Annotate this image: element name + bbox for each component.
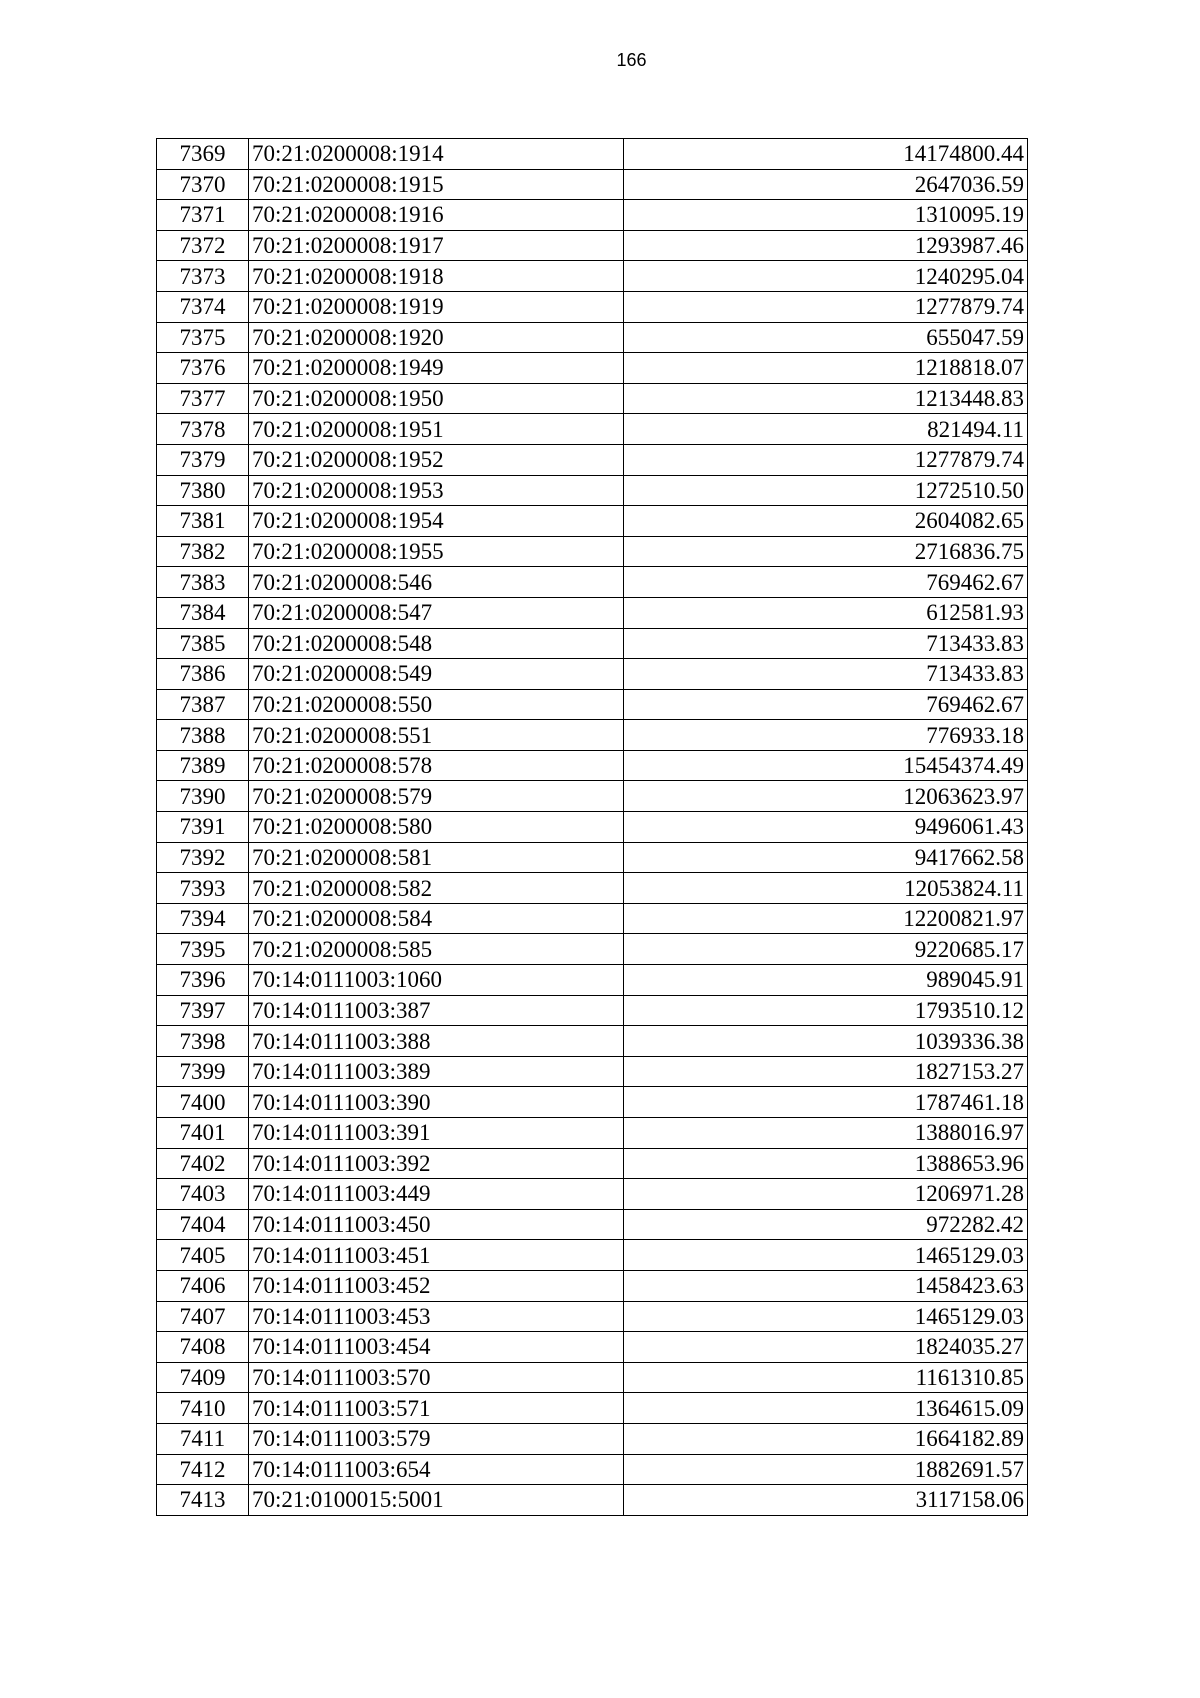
cadastral-value-cell: 776933.18: [624, 720, 1028, 751]
cadastral-value-cell: 1277879.74: [624, 444, 1028, 475]
row-number-cell: 7395: [157, 934, 249, 965]
row-number-cell: 7373: [157, 261, 249, 292]
table-row: [157, 934, 1028, 965]
table-row: [157, 781, 1028, 812]
table-row: [157, 1362, 1028, 1393]
table-row: [157, 322, 1028, 353]
row-number-cell: 7404: [157, 1209, 249, 1240]
row-number-cell: 7409: [157, 1362, 249, 1393]
cadastral-number-cell: 70:21:0200008:585: [249, 934, 624, 965]
cadastral-number-cell: 70:21:0200008:1954: [249, 506, 624, 537]
table-row: [157, 200, 1028, 231]
table-row: [157, 1454, 1028, 1485]
cadastral-number-cell: 70:14:0111003:454: [249, 1332, 624, 1363]
cadastral-value-cell: 14174800.44: [624, 139, 1028, 170]
row-number-cell: 7405: [157, 1240, 249, 1271]
cadastral-number-cell: 70:14:0111003:388: [249, 1026, 624, 1057]
cadastral-number-cell: 70:21:0200008:549: [249, 659, 624, 690]
row-number-cell: 7381: [157, 506, 249, 537]
cadastral-number-cell: 70:14:0111003:387: [249, 995, 624, 1026]
row-number-cell: 7388: [157, 720, 249, 751]
cadastral-value-cell: 655047.59: [624, 322, 1028, 353]
cadastral-value-cell: 1465129.03: [624, 1301, 1028, 1332]
table-row: [157, 1087, 1028, 1118]
row-number-cell: 7380: [157, 475, 249, 506]
cadastral-value-cell: 989045.91: [624, 965, 1028, 996]
cadastral-number-cell: 70:21:0200008:1951: [249, 414, 624, 445]
cadastral-number-cell: 70:14:0111003:654: [249, 1454, 624, 1485]
table-row: [157, 1301, 1028, 1332]
cadastral-value-cell: 1206971.28: [624, 1179, 1028, 1210]
table-row: [157, 1056, 1028, 1087]
cadastral-number-cell: 70:21:0200008:1915: [249, 169, 624, 200]
cadastral-value-cell: 1458423.63: [624, 1270, 1028, 1301]
cadastral-value-cell: 1240295.04: [624, 261, 1028, 292]
row-number-cell: 7375: [157, 322, 249, 353]
table-row: [157, 1485, 1028, 1516]
cadastral-value-cell: 1272510.50: [624, 475, 1028, 506]
row-number-cell: 7371: [157, 200, 249, 231]
cadastral-value-cell: 1787461.18: [624, 1087, 1028, 1118]
cadastral-number-cell: 70:21:0200008:548: [249, 628, 624, 659]
row-number-cell: 7391: [157, 812, 249, 843]
cadastral-value-cell: 9496061.43: [624, 812, 1028, 843]
cadastral-value-cell: 2716836.75: [624, 536, 1028, 567]
cadastral-number-cell: 70:14:0111003:390: [249, 1087, 624, 1118]
cadastral-number-cell: 70:14:0111003:570: [249, 1362, 624, 1393]
row-number-cell: 7403: [157, 1179, 249, 1210]
row-number-cell: 7379: [157, 444, 249, 475]
cadastral-value-cell: 2647036.59: [624, 169, 1028, 200]
cadastral-value-cell: 1364615.09: [624, 1393, 1028, 1424]
cadastral-value-cell: 1218818.07: [624, 353, 1028, 384]
cadastral-value-cell: 1824035.27: [624, 1332, 1028, 1363]
cadastral-number-cell: 70:21:0200008:1949: [249, 353, 624, 384]
cadastral-number-cell: 70:21:0100015:5001: [249, 1485, 624, 1516]
row-number-cell: 7393: [157, 873, 249, 904]
table-row: [157, 597, 1028, 628]
cadastral-value-cell: 1465129.03: [624, 1240, 1028, 1271]
table-row: [157, 842, 1028, 873]
cadastral-value-cell: 821494.11: [624, 414, 1028, 445]
table-row: [157, 139, 1028, 170]
row-number-cell: 7386: [157, 659, 249, 690]
cadastral-number-cell: 70:21:0200008:581: [249, 842, 624, 873]
cadastral-value-cell: 1793510.12: [624, 995, 1028, 1026]
table-body: [157, 139, 1028, 1516]
table-row: [157, 873, 1028, 904]
cadastral-number-cell: 70:21:0200008:584: [249, 903, 624, 934]
table-row: [157, 536, 1028, 567]
table-row: [157, 1179, 1028, 1210]
cadastral-value-cell: 1388016.97: [624, 1118, 1028, 1149]
row-number-cell: 7406: [157, 1270, 249, 1301]
cadastral-number-cell: 70:21:0200008:1953: [249, 475, 624, 506]
table-row: [157, 506, 1028, 537]
table-row: [157, 169, 1028, 200]
cadastral-number-cell: 70:21:0200008:1916: [249, 200, 624, 231]
cadastral-number-cell: 70:14:0111003:389: [249, 1056, 624, 1087]
cadastral-value-cell: 1039336.38: [624, 1026, 1028, 1057]
cadastral-number-cell: 70:21:0200008:546: [249, 567, 624, 598]
row-number-cell: 7402: [157, 1148, 249, 1179]
cadastral-number-cell: 70:21:0200008:1919: [249, 291, 624, 322]
row-number-cell: 7385: [157, 628, 249, 659]
table-row: [157, 261, 1028, 292]
table-row: [157, 1423, 1028, 1454]
row-number-cell: 7394: [157, 903, 249, 934]
cadastral-value-cell: 1161310.85: [624, 1362, 1028, 1393]
table-row: [157, 444, 1028, 475]
cadastral-value-cell: 9220685.17: [624, 934, 1028, 965]
table-row: [157, 291, 1028, 322]
cadastral-number-cell: 70:21:0200008:1914: [249, 139, 624, 170]
cadastral-number-cell: 70:21:0200008:547: [249, 597, 624, 628]
row-number-cell: 7396: [157, 965, 249, 996]
cadastral-number-cell: 70:14:0111003:391: [249, 1118, 624, 1149]
row-number-cell: 7383: [157, 567, 249, 598]
row-number-cell: 7376: [157, 353, 249, 384]
table-row: [157, 628, 1028, 659]
row-number-cell: 7413: [157, 1485, 249, 1516]
row-number-cell: 7398: [157, 1026, 249, 1057]
cadastral-value-cell: 972282.42: [624, 1209, 1028, 1240]
table-row: [157, 903, 1028, 934]
cadastral-number-cell: 70:21:0200008:1920: [249, 322, 624, 353]
table-row: [157, 1026, 1028, 1057]
table-row: [157, 1332, 1028, 1363]
cadastral-number-cell: 70:21:0200008:582: [249, 873, 624, 904]
cadastral-number-cell: 70:14:0111003:452: [249, 1270, 624, 1301]
table-row: [157, 689, 1028, 720]
table-row: [157, 414, 1028, 445]
row-number-cell: 7390: [157, 781, 249, 812]
cadastral-value-cell: 15454374.49: [624, 750, 1028, 781]
cadastral-value-cell: 12063623.97: [624, 781, 1028, 812]
row-number-cell: 7382: [157, 536, 249, 567]
cadastral-number-cell: 70:21:0200008:1952: [249, 444, 624, 475]
row-number-cell: 7399: [157, 1056, 249, 1087]
table-row: [157, 1240, 1028, 1271]
row-number-cell: 7389: [157, 750, 249, 781]
row-number-cell: 7372: [157, 230, 249, 261]
cadastral-number-cell: 70:14:0111003:1060: [249, 965, 624, 996]
row-number-cell: 7387: [157, 689, 249, 720]
row-number-cell: 7401: [157, 1118, 249, 1149]
cadastral-value-cell: 1882691.57: [624, 1454, 1028, 1485]
row-number-cell: 7384: [157, 597, 249, 628]
cadastral-number-cell: 70:21:0200008:1950: [249, 383, 624, 414]
table-row: [157, 383, 1028, 414]
table-row: [157, 812, 1028, 843]
cadastral-value-cell: 1827153.27: [624, 1056, 1028, 1087]
cadastral-value-cell: 769462.67: [624, 689, 1028, 720]
row-number-cell: 7397: [157, 995, 249, 1026]
table-row: [157, 230, 1028, 261]
table-row: [157, 995, 1028, 1026]
row-number-cell: 7411: [157, 1423, 249, 1454]
row-number-cell: 7412: [157, 1454, 249, 1485]
row-number-cell: 7370: [157, 169, 249, 200]
cadastral-value-cell: 769462.67: [624, 567, 1028, 598]
cadastral-value-cell: 1293987.46: [624, 230, 1028, 261]
table-row: [157, 1209, 1028, 1240]
cadastral-number-cell: 70:21:0200008:580: [249, 812, 624, 843]
cadastral-value-cell: 713433.83: [624, 628, 1028, 659]
cadastral-value-cell: 1310095.19: [624, 200, 1028, 231]
table-row: [157, 1148, 1028, 1179]
table-row: [157, 750, 1028, 781]
row-number-cell: 7407: [157, 1301, 249, 1332]
cadastral-value-cell: 2604082.65: [624, 506, 1028, 537]
cadastral-number-cell: 70:14:0111003:571: [249, 1393, 624, 1424]
cadastral-number-cell: 70:14:0111003:449: [249, 1179, 624, 1210]
cadastral-value-cell: 3117158.06: [624, 1485, 1028, 1516]
table-row: [157, 659, 1028, 690]
cadastral-number-cell: 70:21:0200008:579: [249, 781, 624, 812]
cadastral-value-cell: 612581.93: [624, 597, 1028, 628]
row-number-cell: 7377: [157, 383, 249, 414]
cadastral-number-cell: 70:21:0200008:578: [249, 750, 624, 781]
row-number-cell: 7369: [157, 139, 249, 170]
cadastral-value-cell: 1664182.89: [624, 1423, 1028, 1454]
cadastral-value-cell: 713433.83: [624, 659, 1028, 690]
cadastral-value-cell: 1388653.96: [624, 1148, 1028, 1179]
cadastral-number-cell: 70:14:0111003:451: [249, 1240, 624, 1271]
page-number: 166: [616, 50, 647, 70]
row-number-cell: 7400: [157, 1087, 249, 1118]
row-number-cell: 7408: [157, 1332, 249, 1363]
cadastral-value-cell: 1213448.83: [624, 383, 1028, 414]
cadastral-value-cell: 1277879.74: [624, 291, 1028, 322]
cadastral-number-cell: 70:14:0111003:453: [249, 1301, 624, 1332]
table-row: [157, 1393, 1028, 1424]
row-number-cell: 7410: [157, 1393, 249, 1424]
row-number-cell: 7374: [157, 291, 249, 322]
cadastral-value-cell: 12053824.11: [624, 873, 1028, 904]
cadastral-number-cell: 70:14:0111003:392: [249, 1148, 624, 1179]
cadastral-value-cell: 12200821.97: [624, 903, 1028, 934]
table-row: [157, 965, 1028, 996]
cadastral-number-cell: 70:21:0200008:1955: [249, 536, 624, 567]
cadastral-number-cell: 70:21:0200008:1918: [249, 261, 624, 292]
cadastral-number-cell: 70:14:0111003:579: [249, 1423, 624, 1454]
table-row: [157, 567, 1028, 598]
table-row: [157, 720, 1028, 751]
table-row: [157, 1270, 1028, 1301]
table-row: [157, 475, 1028, 506]
cadastral-number-cell: 70:21:0200008:1917: [249, 230, 624, 261]
cadastral-value-table: [156, 138, 1028, 1516]
cadastral-number-cell: 70:21:0200008:550: [249, 689, 624, 720]
table-row: [157, 353, 1028, 384]
row-number-cell: 7378: [157, 414, 249, 445]
cadastral-value-cell: 9417662.58: [624, 842, 1028, 873]
row-number-cell: 7392: [157, 842, 249, 873]
cadastral-number-cell: 70:21:0200008:551: [249, 720, 624, 751]
table-row: [157, 1118, 1028, 1149]
cadastral-number-cell: 70:14:0111003:450: [249, 1209, 624, 1240]
